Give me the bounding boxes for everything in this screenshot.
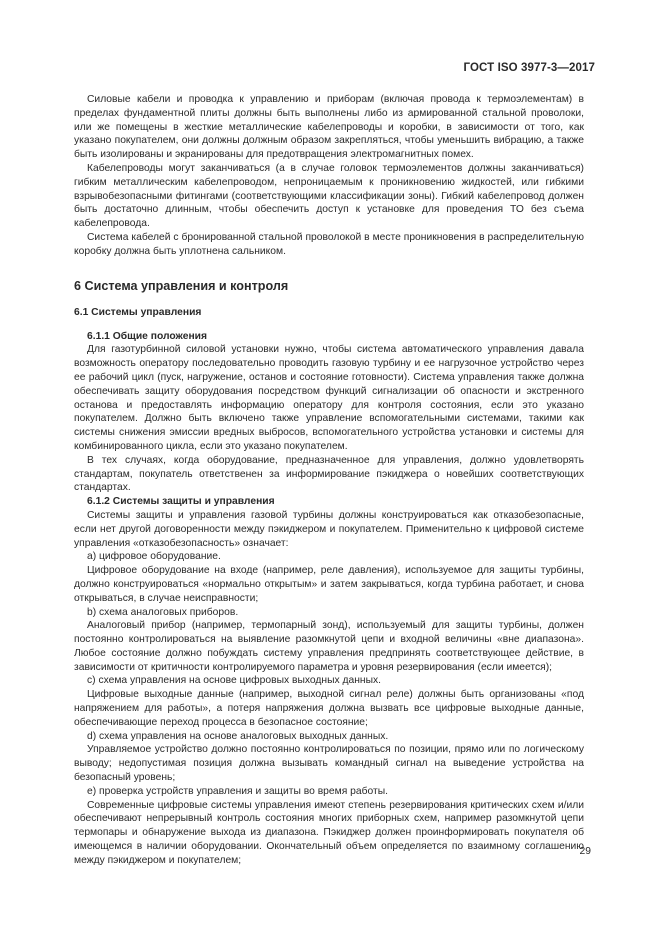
intro-paragraph-2: Кабелепроводы могут заканчиваться (а в случае головок термоэлементов должны заканчиваться) гибким металлическим кабелепроводом, непроницаемым к проникновению жидкостей, или гибкими взрывобезопасными фитингами (соответствующими классификации зоны). Гибкий кабелепровод должен быть достаточно длинным, чтобы обеспечить доступ к установке для проведения ТО без съема кабелепровода. [74,162,584,230]
section-6-heading: 6 Система управления и контроля [74,278,289,293]
section-6-1-1-heading: 6.1.1 Общие положения [87,330,207,342]
section-6-1-2-intro: Системы защиты и управления газовой турбины должны конструироваться как отказобезопасные, если нет другой договоренности между пэкиджером и покупателем. Применительно к цифровой системе управления «отказобезопасность» означает: [74,509,584,549]
intro-paragraph-3: Система кабелей с бронированной стальной проволокой в месте проникновения в распределительную коробку должна быть уплотнена сальником. [74,231,584,257]
section-6-1-heading: 6.1 Системы управления [74,306,202,318]
list-item-e: е) проверка устройств управления и защиты во время работы. [87,785,388,797]
list-item-d: d) схема управления на основе аналоговых выходных данных. [87,730,389,742]
page-content [74,93,584,868]
intro-paragraph-1: Силовые кабели и проводка к управлению и приборам (включая провода к термоэлементам) в пределах фундаментной плиты должны быть выполнены либо из армированной стальной проволоки, или же помещены в жесткие металлические кабелепроводы и коробки, в зависимости от того, как указано покупателем, они должны должным образом закрепляться, чтобы уменьшить вибрацию, а также быть изолированы и экранированы для предотвращения электромагнитных помех. [74,94,584,161]
section-6-1-2-heading: 6.1.2 Системы защиты и управления [87,496,275,508]
page-number: 29 [579,846,591,857]
section-6-1-1-paragraph-1: Для газотурбинной силовой установки нужно, чтобы система автоматического управления давала возможность оператору последовательно проводить газовую турбину и ее нагрузочное устройство через ее рабочий цикл (пуск, нагружение, останов и состояние готовности). Система управления также должна обеспечивать защиту оборудования посредством функций сигнализации об опасности и экстренного останова и предоставлять информацию оператору для контроля состояния, если это указано покупателем. Должно быть включено также управление вспомогательными системами, такими как системы снижения эмиссии вредных выбросов, вспомогательного устройства установки и системы для комбинированного цикла, если это указано покупателем. [74,344,584,452]
list-item-a: а) цифровое оборудование. [87,551,221,563]
list-item-b-text: Аналоговый прибор (например, термопарный зонд), используемый для защиты турбины, должен постоянно контролироваться на выявление разомкнутой цепи и входной величины «вне диапазона». Любое состояние должно побуждать систему управления предпринять соответствующее действие, в зависимости от критичности контролируемого параметра и уровня резервирования (если имеется); [74,620,584,673]
page-header: ГОСТ ISO 3977-3—2017 [463,62,595,74]
list-item-b: b) схема аналоговых приборов. [87,606,239,618]
list-item-e-text: Современные цифровые системы управления имеют степень резервирования критических схем и/или обеспечивают непрерывный контроль состояния многих приборных схем, например разомкнутой цепи термопары и обнаружение выхода из диапазона. Пэкиджер должен проинформировать покупателя об имеющемся в наличии оборудовании. Окончательный объем определяется по взаимному соглашению между пэкиджером и покупателем; [74,799,584,866]
list-item-d-text: Управляемое устройство должно постоянно контролироваться по позиции, прямо или по логическому выводу; недопустимая позиция должна вызывать командный сигнал на выведение устройства на безопасный уровень; [74,744,584,784]
list-item-a-text: Цифровое оборудование на входе (например, реле давления), используемое для защиты турбины, должно конструироваться «нормально открытым» и затем закрываться, когда турбина работает, и снова открываться, в случае неисправности; [74,565,584,604]
section-6-1-1-paragraph-2: В тех случаях, когда оборудование, предназначенное для управления, должно удовлетворять стандартам, покупатель ответственен за информирование пэкиджера о новейших соответствующих стандартах. [74,454,584,494]
list-item-c-text: Цифровые выходные данные (например, выходной сигнал реле) должны быть организованы «под напряжением для работы», а потеря напряжения должна вызвать все цифровые выходные данные, обеспечивающие переход процесса в безопасное состояние; [74,689,584,728]
list-item-c: с) схема управления на основе цифровых выходных данных. [87,675,382,687]
